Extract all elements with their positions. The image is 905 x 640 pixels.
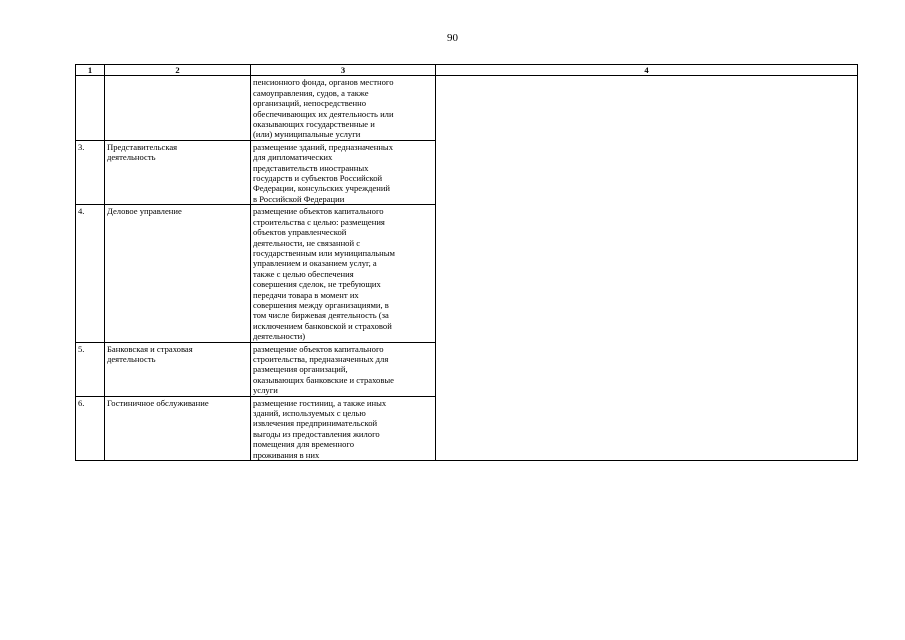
text-line: государств и субъектов Российской [253,173,383,184]
text-line: извлечения предпринимательской [253,418,378,429]
text-line: совершения между организациями, в [253,299,389,310]
text-line: передачи товара в момент их [253,289,359,300]
parameters-cell-empty [436,76,858,461]
text-line: Банковская и страховая [107,343,193,354]
text-line: объектов управленческой [253,227,347,238]
use-type-description [251,140,436,204]
text-line: обеспечивающих их деятельность или [253,108,394,119]
text-line: размещение объектов капитального [253,343,384,354]
text-line: проживания в них [253,449,320,460]
use-type-description [251,342,436,396]
text-line: организаций, непосредственно [253,98,367,109]
row-number: 5. [76,342,105,396]
text-line: исключением банковской и страховой [253,320,392,331]
row-number: 6. [76,396,105,460]
text-line: управлением и оказанием услуг, а [253,258,377,269]
text-line: Деловое управление [107,206,182,217]
header-col-1: 1 [76,65,105,76]
text-line: государственным или муниципальным [253,247,395,258]
header-col-2: 2 [105,65,251,76]
use-type-description [251,396,436,460]
header-col-3: 3 [251,65,436,76]
text-line: размещения организаций, [253,364,348,375]
text-line: оказывающих банковские и страховые [253,374,394,385]
text-line: также с целью обеспечения [253,268,354,279]
header-col-4: 4 [436,65,858,76]
text-line: помещения для временного [253,439,355,450]
text-line: размещение зданий, предназначенных [253,141,394,152]
use-type-name [105,342,251,396]
text-line: в Российской Федерации [253,193,345,204]
text-line: строительства, предназначенных для [253,353,389,364]
text-line: для дипломатических [253,152,333,163]
use-type-name [105,396,251,460]
text-line: Федерации, консульских учреждений [253,183,391,194]
text-line: деятельности) [253,331,306,342]
text-line: деятельности, не связанной с [253,237,361,248]
row-number: 4. [76,205,105,342]
text-line: представительств иностранных [253,162,369,173]
text-line: услуги [253,385,278,396]
regulations-table [75,64,858,461]
text-line: оказывающих государственные и [253,119,375,130]
table-header-row [76,65,858,76]
page-number: 90 [447,32,458,44]
text-line: строительства с целью: размещения [253,216,385,227]
text-line: размещение объектов капитального [253,206,384,217]
use-type-name [105,205,251,342]
text-line: выгоды из предоставления жилого [253,428,380,439]
text-line: размещение гостиниц, а также иных [253,397,387,408]
use-type-name [105,76,251,140]
text-line: Гостиничное обслуживание [107,397,209,408]
use-type-description [251,205,436,342]
text-line: том числе биржевая деятельность (за [253,310,389,321]
text-line: пенсионного фонда, органов местного [253,77,394,88]
text-line: Представительская [107,141,178,152]
text-line: деятельность [107,152,156,163]
text-line: самоуправления, судов, а также [253,87,369,98]
table-row [76,76,858,140]
row-number [76,76,105,140]
row-number: 3. [76,140,105,204]
text-line: зданий, используемых с целью [253,408,366,418]
text-line: деятельность [107,353,156,364]
text-line: (или) муниципальные услуги [253,129,361,140]
text-line: совершения сделок, не требующих [253,279,381,290]
use-type-description [251,76,436,140]
use-type-name [105,140,251,204]
